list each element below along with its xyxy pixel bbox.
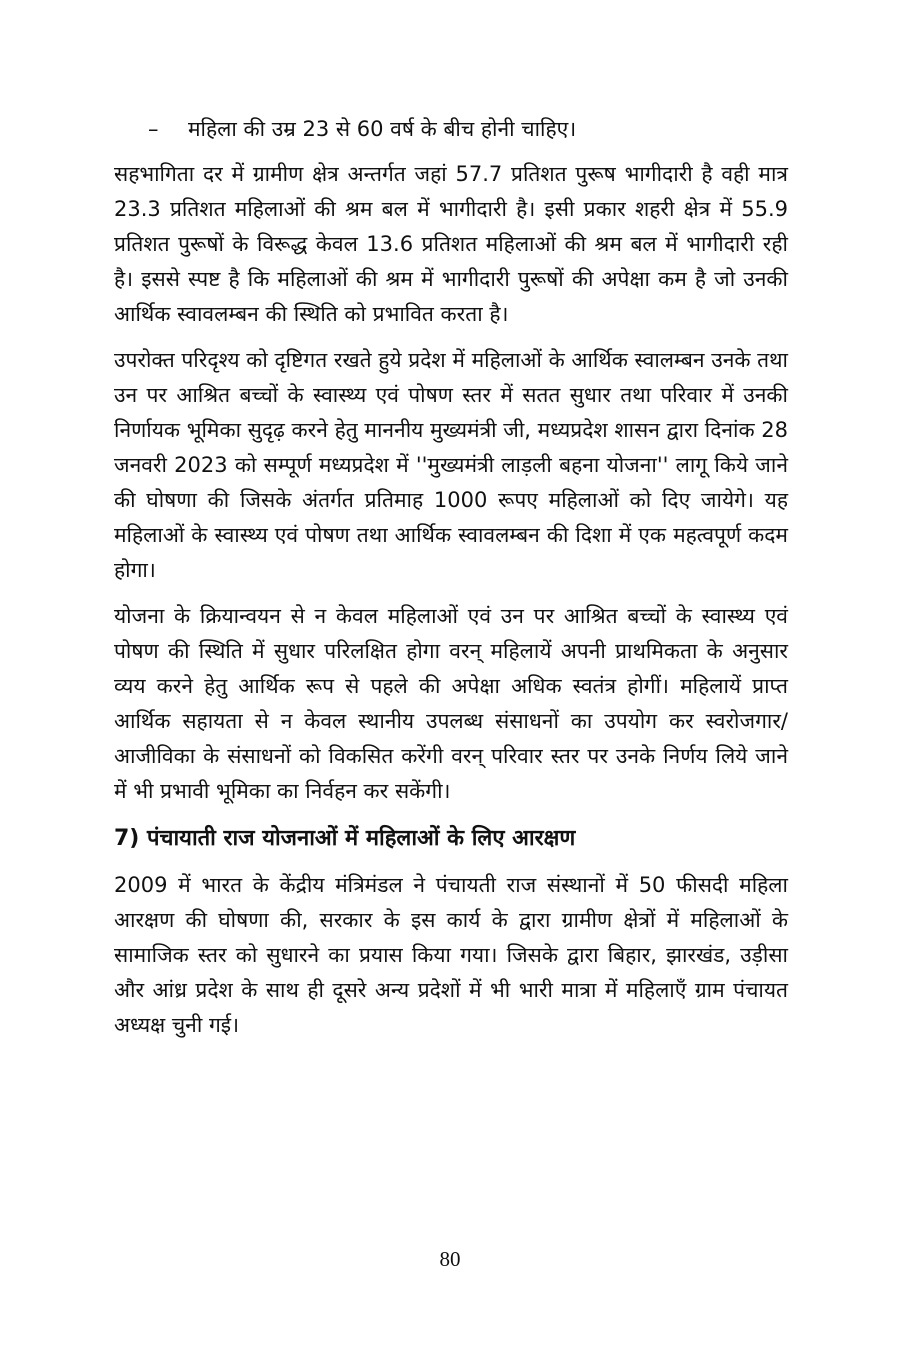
paragraph-ladli-behna-scheme: उपरोक्त परिदृश्य को दृष्टिगत रखते हुये प्रदेश में महिलाओं के आर्थिक स्वालम्बन उनके तथा उन पर आश्रित बच्चों के स्वास्थ्य एवं पोषण स्तर में सतत सुधार तथा परिवार में उनकी निर्णायक भूमिका सुदृढ़ करने हेतु माननीय मुख्यमंत्री जी, मध्यप्रदेश शासन द्वारा दिनांक 28 जनवरी 2023 को सम्पूर्ण मध्यप्रदेश में ''मुख्यमंत्री लाड़ली बहना योजना'' लागू किये जाने की घोषणा की जिसके अंतर्गत प्रतिमाह 1000 रूपए महिलाओं को दिए जायेगे। यह महिलाओं के स्वास्थ्य एवं पोषण तथा आर्थिक स्वावलम्बन की दिशा में एक महत्वपूर्ण कदम होगा। (114, 348, 789, 582)
paragraph-panchayat-reservation: 2009 में भारत के केंद्रीय मंत्रिमंडल ने पंचायती राज संस्थानों में 50 फीसदी महिला आरक्षण की घोषणा की, सरकार के इस कार्य के द्वारा ग्रामीण क्षेत्रों में महिलाओं के सामाजिक स्तर को सुधारने का प्रयास किया गया। जिसके द्वारा बिहार, झारखंड, उड़ीसा और आंध्र प्रदेश के साथ ही दूसरे अन्य प्रदेशों में भी भारी मात्रा में महिलाएँ ग्राम पंचायत अध्यक्ष चुनी गई। (114, 873, 788, 1037)
bullet-dash: – (148, 117, 159, 141)
bullet-text: महिला की उम्र 23 से 60 वर्ष के बीच होनी चाहिए। (188, 117, 577, 141)
page-number: 80 (439, 1247, 461, 1271)
section-heading: 7) पंचायाती राज योजनाओं में महिलाओं के लिए आरक्षण (114, 826, 576, 851)
paragraph-scheme-impact: योजना के क्रियान्वयन से न केवल महिलाओं एवं उन पर आश्रित बच्चों के स्वास्थ्य एवं पोषण की स्थिति में सुधार परिलक्षित होगा वरन् महिलायें अपनी प्राथमिकता के अनुसार व्यय करने हेतु आर्थिक रूप से पहले की अपेक्षा अधिक स्वतंत्र होगीं। महिलायें प्राप्त आर्थिक सहायता से न केवल स्थानीय उपलब्ध संसाधनों का उपयोग कर स्वरोजगार/आजीविका के संसाधनों को विकसित करेंगी वरन् परिवार स्तर पर उनके निर्णय लिये जाने में भी प्रभावी भूमिका का निर्वहन कर सकेंगी। (114, 604, 788, 803)
document-page (114, 112, 788, 1054)
eligibility-bullet (148, 112, 788, 147)
paragraph-participation-rate: सहभागिता दर में ग्रामीण क्षेत्र अन्तर्गत जहां 57.7 प्रतिशत पुरूष भागीदारी है वही मात्र 23.3 प्रतिशत महिलाओं की श्रम बल में भागीदारी है। इसी प्रकार शहरी क्षेत्र में 55.9 प्रतिशत पुरूषों के विरूद्ध केवल 13.6 प्रतिशत महिलाओं की श्रम बल में भागीदारी रही है। इससे स्पष्ट है कि महिलाओं की श्रम में भागीदारी पुरूषों की अपेक्षा कम है जो उनकी आर्थिक स्वावलम्बन की स्थिति को प्रभावित करता है। (114, 162, 788, 326)
